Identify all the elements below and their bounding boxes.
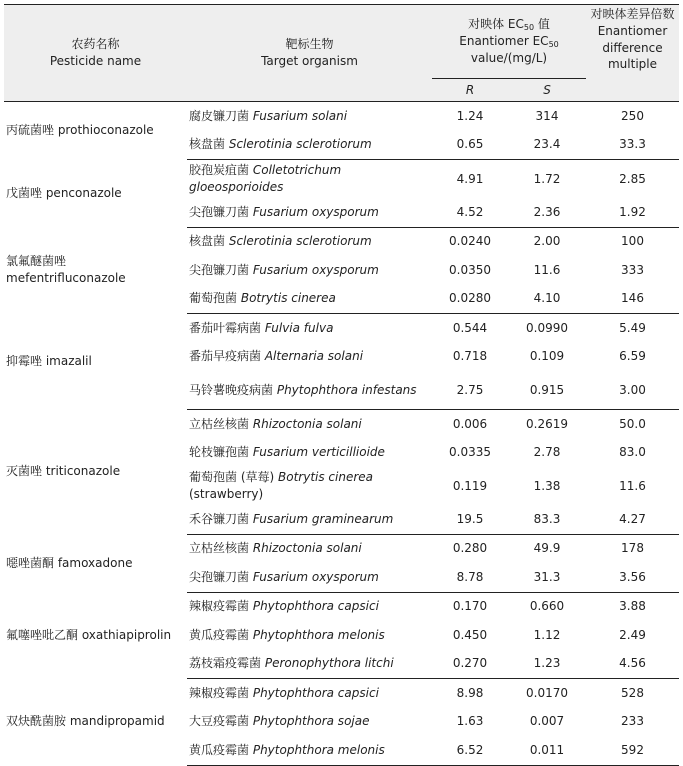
- header-r: R: [432, 79, 508, 102]
- target-cn-name: 大豆疫霉菌: [189, 714, 250, 729]
- ec50-r-value: 0.170: [452, 599, 488, 614]
- target-cn-name: 尖孢镰刀菌: [189, 262, 250, 277]
- difference-multiple-value: 250: [621, 108, 644, 123]
- pesticide-name: 双炔酰菌胺 mandipropamid: [6, 714, 165, 729]
- target-cn-name: 荔枝霜疫霉菌: [189, 656, 262, 671]
- difference-multiple-value: 4.56: [586, 650, 679, 679]
- target-organism: [187, 467, 432, 505]
- table-row: [4, 679, 679, 708]
- ec50-r-value: 0.280: [452, 541, 488, 556]
- ec50-s-value: 23.4: [508, 131, 586, 160]
- ec50-r-value: 0.006: [452, 416, 488, 431]
- target-organism: [187, 679, 432, 708]
- target-cn-name: 尖孢镰刀菌: [189, 204, 250, 219]
- target-scientific-name: Phytophthora infestans: [276, 382, 417, 397]
- header-ec50-en: Enantiomer $EC_{50}$: [459, 34, 559, 50]
- target-scientific-name: Fusarium oxysporum: [252, 569, 379, 584]
- target-organism: [187, 198, 432, 227]
- ec50-s-value: 314: [535, 108, 559, 123]
- ec50-r-value: 0.119: [452, 478, 488, 493]
- difference-multiple-value: 33.3: [586, 131, 679, 160]
- difference-multiple-value: 2.85: [619, 171, 646, 186]
- header-ec50-value: [432, 5, 586, 79]
- ec50-r-value: 19.5: [432, 505, 508, 534]
- header-ec50-unit: value/(mg/L): [470, 51, 548, 66]
- target-organism: [187, 314, 432, 343]
- target-cn-name: 马铃薯晚疫病菌: [189, 382, 274, 397]
- target-scientific-name: Fusarium oxysporum: [252, 262, 379, 277]
- table-row: [4, 160, 679, 199]
- target-cn-name: 辣椒疫霉菌: [189, 685, 250, 700]
- pesticide-name: 抑霉唑 imazalil: [6, 354, 92, 369]
- ec50-s-value: 0.0170: [526, 685, 568, 700]
- target-organism: [187, 131, 432, 160]
- target-cn-name: 黄瓜疫霉菌: [189, 742, 250, 757]
- header-pesticide-name: [4, 5, 187, 102]
- target-cn-name: 葡萄孢菌: [189, 291, 238, 306]
- target-cn-name: 腐皮镰刀菌: [189, 108, 250, 123]
- header-diff-en3: multiple: [607, 57, 657, 72]
- difference-multiple-value: 3.88: [619, 599, 646, 614]
- ec50-s-value: 0.0990: [526, 320, 568, 335]
- ec50-s-value: 31.3: [508, 563, 586, 592]
- target-scientific-name: Botrytis cinerea: [240, 291, 336, 306]
- target-cn-name: 核盘菌: [189, 234, 226, 249]
- target-scientific-name: Fusarium solani: [252, 108, 348, 123]
- target-scientific-name: Fusarium graminearum: [252, 511, 394, 526]
- ec50-r-value: 8.78: [432, 563, 508, 592]
- table-row: [4, 227, 679, 256]
- target-organism: [187, 285, 432, 314]
- difference-multiple-value: 333: [621, 262, 644, 277]
- ec50-r-value: 0.270: [432, 650, 508, 679]
- difference-multiple-value: 50.0: [619, 416, 646, 431]
- target-organism: [187, 592, 432, 621]
- target-cn-name: 番茄早疫病菌: [189, 349, 262, 364]
- target-scientific-name: Fusarium verticillioide: [252, 445, 385, 460]
- target-cn-name: 胶孢炭疽菌: [189, 163, 250, 178]
- target-scientific-name: Phytophthora melonis: [252, 742, 385, 757]
- target-organism: [187, 650, 432, 679]
- ec50-r-value: 2.75: [432, 371, 508, 410]
- target-scientific-name: Phytophthora capsici: [252, 599, 379, 614]
- ec50-s-value: 1.12: [533, 627, 561, 642]
- table-row: [4, 410, 679, 439]
- pesticide-name: 噁唑菌酮 famoxadone: [6, 555, 133, 570]
- difference-multiple-value: 592: [586, 736, 679, 765]
- ec50-r-value: 0.718: [452, 349, 488, 364]
- ec50-s-value: 1.72: [533, 171, 561, 186]
- ec50-s-value: 0.915: [508, 371, 586, 410]
- target-scientific-name: Phytophthora sojae: [252, 714, 370, 729]
- header-diff-en1: Enantiomer: [597, 23, 668, 38]
- ec50-r-value: 4.91: [456, 171, 484, 186]
- table-row: [4, 592, 679, 621]
- target-cn-name: 尖孢镰刀菌: [189, 569, 250, 584]
- pesticide-name: 灭菌唑 triticonazole: [6, 464, 121, 479]
- target-organism: [187, 410, 432, 439]
- target-organism: [187, 505, 432, 534]
- ec50-s-value: 2.36: [508, 198, 586, 227]
- header-ec50-cn: 对映体 $EC_{50}$ 值: [468, 16, 550, 32]
- pesticide-name: 戊菌唑 penconazole: [6, 185, 122, 200]
- target-organism: [187, 256, 432, 285]
- target-organism: [187, 621, 432, 650]
- pesticide-name: 氟噻唑吡乙酮 oxathiapiprolin: [6, 627, 172, 642]
- header-target-cn: 靶标生物: [285, 37, 334, 52]
- difference-multiple-value: 100: [621, 234, 644, 249]
- target-cn-name: 辣椒疫霉菌: [189, 599, 250, 614]
- target-scientific-name: Peronophythora litchi: [264, 656, 394, 671]
- target-organism: [187, 343, 432, 372]
- target-scientific-name: Rhizoctonia solani: [252, 416, 362, 431]
- difference-multiple-value: 4.27: [586, 505, 679, 534]
- difference-multiple-value: 5.49: [619, 320, 646, 335]
- target-cn-name: 轮枝镰孢菌: [189, 445, 250, 460]
- ec50-s-value: 0.109: [529, 349, 565, 364]
- ec50-r-value: 0.0350: [449, 262, 491, 277]
- ec50-s-value: 83.3: [508, 505, 586, 534]
- difference-multiple-value: 146: [586, 285, 679, 314]
- difference-multiple-value: 528: [621, 685, 644, 700]
- difference-multiple-value: 11.6: [619, 478, 646, 493]
- target-organism: [187, 160, 432, 199]
- ec50-r-value: 4.52: [432, 198, 508, 227]
- table-row: [4, 534, 679, 563]
- ec50-s-value: 1.38: [533, 478, 561, 493]
- ec50-r-value: 1.24: [456, 108, 484, 123]
- ec50-s-value: 11.6: [533, 262, 561, 277]
- target-organism: [187, 439, 432, 468]
- target-extra-note: (strawberry): [189, 487, 264, 501]
- ec50-s-value: 4.10: [508, 285, 586, 314]
- target-cn-name: 番茄叶霉病菌: [189, 320, 262, 335]
- ec50-r-value: 0.65: [432, 131, 508, 160]
- ec50-s-value: 0.011: [508, 736, 586, 765]
- target-scientific-name: Fusarium oxysporum: [252, 204, 379, 219]
- target-scientific-name: Sclerotinia sclerotiorum: [228, 137, 372, 152]
- target-cn-name: 葡萄孢菌 (草莓): [189, 470, 275, 485]
- target-scientific-name: Botrytis cinerea: [278, 470, 374, 485]
- table-row: [4, 102, 679, 131]
- target-organism: [187, 563, 432, 592]
- target-cn-name: 核盘菌: [189, 137, 226, 152]
- table-body: [4, 102, 679, 766]
- difference-multiple-value: 233: [621, 714, 644, 729]
- ec50-r-value: 1.63: [456, 714, 484, 729]
- ec50-s-value: 49.9: [533, 541, 561, 556]
- ec50-s-value: 0.007: [529, 714, 565, 729]
- header-target-organism: [187, 5, 432, 102]
- ec50-r-value: 0.544: [452, 320, 488, 335]
- ec50-r-value: 6.52: [432, 736, 508, 765]
- pesticide-name: 丙硫菌唑 prothioconazole: [6, 123, 154, 138]
- target-cn-name: 禾谷镰刀菌: [189, 511, 250, 526]
- ec50-r-value: 0.0335: [449, 445, 491, 460]
- target-organism: [187, 227, 432, 256]
- ec50-s-value: 0.2619: [526, 416, 568, 431]
- target-cn-name: 黄瓜疫霉菌: [189, 627, 250, 642]
- target-organism: [187, 534, 432, 563]
- ec50-r-value: 0.0240: [449, 234, 491, 249]
- enantiomer-ec50-table: [4, 4, 679, 766]
- target-cn-name: 立枯丝核菌: [189, 416, 250, 431]
- header-diff-cn: 对映体差异倍数: [590, 7, 675, 21]
- ec50-r-value: 0.0280: [432, 285, 508, 314]
- target-organism: [187, 371, 432, 410]
- target-scientific-name: Phytophthora capsici: [252, 685, 379, 700]
- ec50-r-value: 0.450: [452, 627, 488, 642]
- header-difference-multiple: [586, 5, 679, 102]
- target-scientific-name: Sclerotinia sclerotiorum: [228, 234, 372, 249]
- difference-multiple-value: 2.49: [619, 627, 646, 642]
- ec50-s-value: 1.23: [508, 650, 586, 679]
- difference-multiple-value: 1.92: [586, 198, 679, 227]
- ec50-r-value: 8.98: [456, 685, 484, 700]
- target-organism: [187, 736, 432, 765]
- target-organism: [187, 708, 432, 737]
- header-diff-en2: difference: [602, 40, 663, 55]
- header-target-en: Target organism: [261, 54, 358, 68]
- target-scientific-name: Rhizoctonia solani: [252, 541, 362, 556]
- ec50-s-value: 2.78: [533, 445, 561, 460]
- difference-multiple-value: 178: [621, 541, 644, 556]
- table-row: [4, 314, 679, 343]
- difference-multiple-value: 3.56: [586, 563, 679, 592]
- difference-multiple-value: 6.59: [619, 349, 646, 364]
- difference-multiple-value: 83.0: [619, 445, 646, 460]
- header-pesticide-cn: 农药名称: [71, 37, 120, 52]
- target-organism: [187, 102, 432, 131]
- difference-multiple-value: 3.00: [586, 371, 679, 410]
- pesticide-name: 氯氟醚菌唑 mefentrifluconazole: [6, 254, 126, 286]
- target-scientific-name: Fulvia fulva: [264, 320, 334, 335]
- ec50-s-value: 0.660: [529, 599, 565, 614]
- header-pesticide-en: Pesticide name: [49, 54, 142, 68]
- target-cn-name: 立枯丝核菌: [189, 541, 250, 556]
- target-scientific-name: Alternaria solani: [264, 349, 364, 364]
- header-s: S: [508, 79, 586, 102]
- target-scientific-name: Phytophthora melonis: [252, 627, 385, 642]
- target-scientific-name: Colletotrichum gloeosporioides: [189, 163, 342, 194]
- ec50-s-value: 2.00: [533, 234, 561, 249]
